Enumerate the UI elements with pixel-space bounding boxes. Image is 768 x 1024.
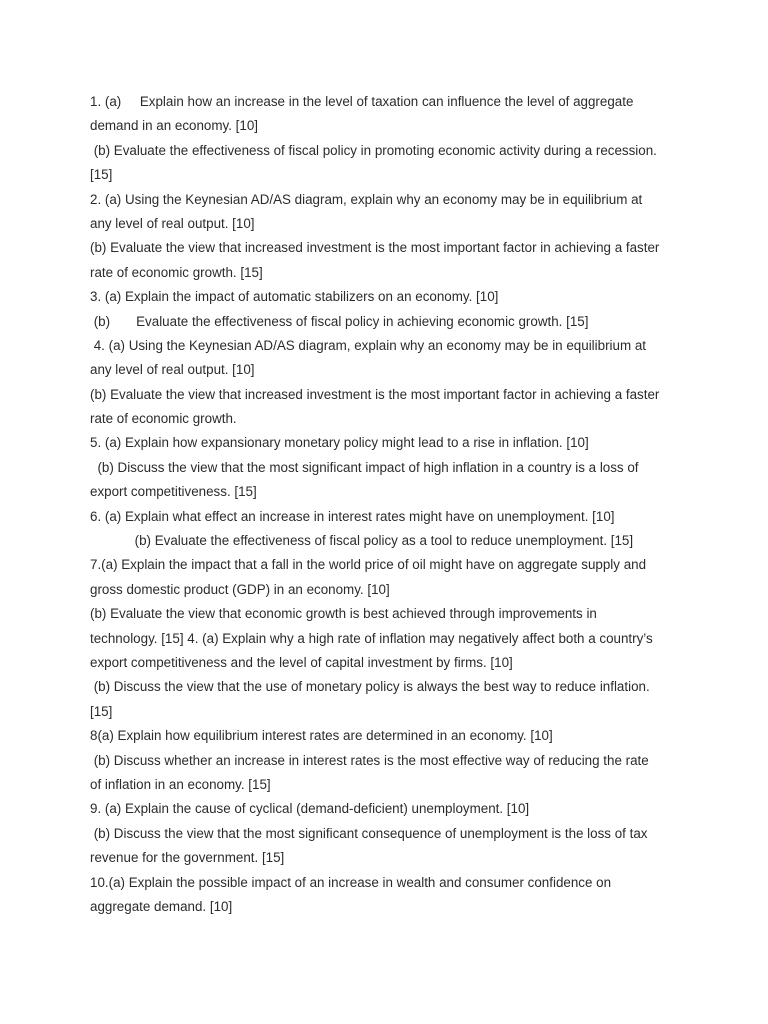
text-line: 10.(a) Explain the possible impact of an increase in wealth and consumer confidence on	[90, 874, 612, 890]
text-line: (b) Evaluate the effectiveness of fiscal policy as a tool to reduce unemployment. [15]	[90, 533, 634, 549]
text-line: 3. (a) Explain the impact of automatic stabilizers on an economy. [10]	[90, 289, 499, 305]
text-line: (b) Discuss the view that the most significant consequence of unemployment is the loss of tax	[90, 825, 648, 841]
text-line: rate of economic growth. [15]	[90, 264, 263, 280]
text-line: 1. (a) Explain how an increase in the level of taxation can influence the level of aggregate	[90, 94, 634, 109]
question-list	[90, 90, 690, 919]
text-line: (b) Discuss whether an increase in interest rates is the most effective way of reducing the rate	[90, 752, 649, 768]
text-line: (b) Evaluate the view that increased investment is the most important factor in achieving a faster	[90, 240, 660, 256]
text-line: (b) Discuss the view that the most significant impact of high inflation in a country is a loss of	[90, 459, 639, 475]
text-line: demand in an economy. [10]	[90, 118, 258, 134]
text-line: any level of real output. [10]	[90, 215, 255, 231]
text-line: (b) Discuss the view that the use of monetary policy is always the best way to reduce inflation.	[90, 679, 650, 695]
text-line: gross domestic product (GDP) in an economy. [10]	[90, 581, 390, 597]
text-line: any level of real output. [10]	[90, 362, 255, 378]
text-line: 6. (a) Explain what effect an increase in interest rates might have on unemployment. [10]	[90, 508, 615, 524]
text-line: export competitiveness and the level of capital investment by firms. [10]	[90, 654, 513, 670]
text-line: 8(a) Explain how equilibrium interest rates are determined in an economy. [10]	[90, 728, 553, 744]
text-line: (b) Evaluate the view that increased investment is the most important factor in achieving a faster	[90, 386, 660, 402]
text-line: 5. (a) Explain how expansionary monetary policy might lead to a rise in inflation. [10]	[90, 435, 589, 451]
text-line: [15]	[90, 703, 113, 719]
text-line: [15]	[90, 167, 113, 183]
text-line: revenue for the government. [15]	[90, 850, 285, 866]
text-line: export competitiveness. [15]	[90, 484, 257, 500]
text-line: rate of economic growth.	[90, 411, 237, 427]
text-line: (b) Evaluate the view that economic growth is best achieved through improvements in	[90, 606, 597, 622]
text-line: (b) Evaluate the effectiveness of fiscal policy in promoting economic activity during a recession.	[90, 142, 657, 158]
text-line: 4. (a) Using the Keynesian AD/AS diagram, explain why an economy may be in equilibrium at	[90, 337, 646, 353]
text-line: 9. (a) Explain the cause of cyclical (demand-deficient) unemployment. [10]	[90, 801, 530, 817]
text-line: 2. (a) Using the Keynesian AD/AS diagram, explain why an economy may be in equilibrium at	[90, 191, 643, 207]
text-line: aggregate demand. [10]	[90, 898, 233, 914]
text-line: 7.(a) Explain the impact that a fall in the world price of oil might have on aggregate supply and	[90, 557, 647, 573]
text-line: (b) Evaluate the effectiveness of fiscal policy in achieving economic growth. [15]	[90, 313, 589, 329]
text-line: of inflation in an economy. [15]	[90, 776, 271, 792]
text-line: technology. [15] 4. (a) Explain why a high rate of inflation may negatively affect both a country’s	[90, 630, 653, 646]
